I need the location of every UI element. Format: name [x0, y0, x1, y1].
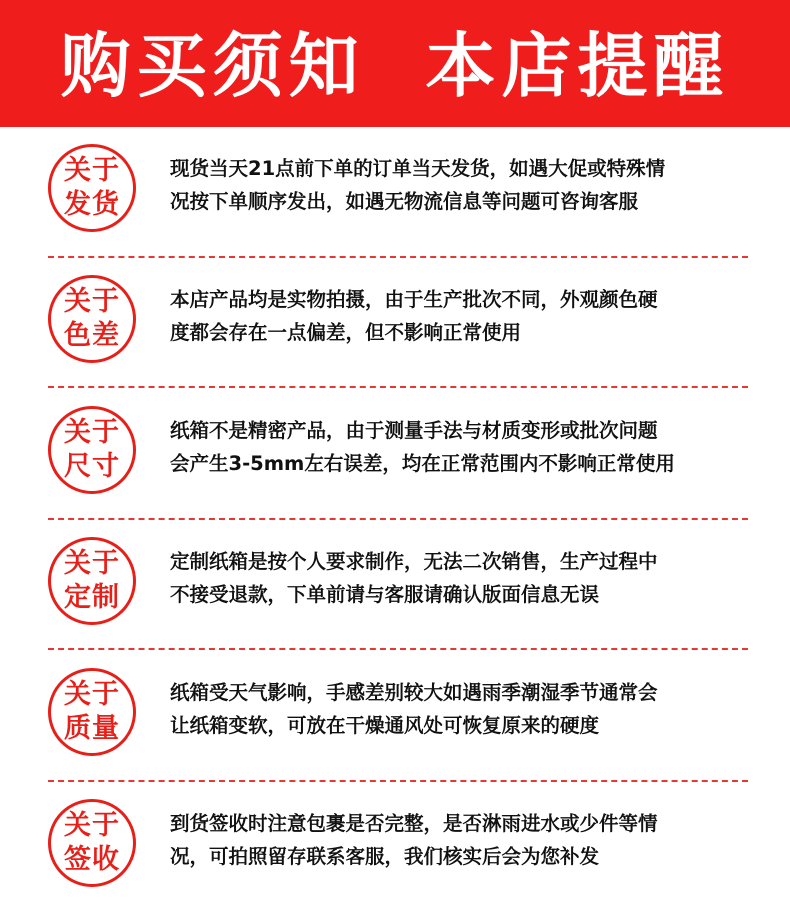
badge-quality — [48, 668, 136, 756]
badge-label-prefix: 关于 — [64, 155, 120, 186]
notice-text-line: 纸箱不是精密产品，由于测量手法与材质变形或批次问题 — [170, 419, 658, 442]
badge-label-topic: 质量 — [64, 713, 120, 744]
notice-text-line: 定制纸箱是按个人要求制作，无法二次销售，生产过程中 — [170, 550, 658, 573]
badge-label-topic: 发货 — [64, 189, 120, 220]
notice-text — [170, 545, 770, 611]
badge-customization — [48, 537, 136, 625]
notice-text-line: 纸箱受天气影响，手感差别较大如遇雨季潮湿季节通常会 — [170, 681, 658, 704]
notice-quality — [0, 651, 790, 782]
notice-text-line: 况，可拍照留存联系客服，我们核实后会为您补发 — [170, 845, 600, 868]
notice-text-line: 况按下单顺序发出，如遇无物流信息等问题可咨询客服 — [170, 190, 639, 213]
badge-label-prefix: 关于 — [64, 679, 120, 710]
notice-text-line: 到货签收时注意包裹是否完整，是否淋雨进水或少件等情 — [170, 812, 658, 835]
notice-text — [170, 414, 770, 480]
badge-color-difference — [48, 275, 136, 363]
notice-text — [170, 152, 770, 218]
notice-customization — [0, 520, 790, 651]
notice-text-line: 度都会存在一点偏差，但不影响正常使用 — [170, 321, 522, 344]
badge-label-topic: 签收 — [64, 844, 120, 875]
dashed-divider — [48, 648, 748, 650]
badge-size — [48, 406, 136, 494]
header-banner — [0, 0, 790, 127]
notice-size — [0, 389, 790, 520]
notice-color-difference — [0, 258, 790, 389]
notice-text-line: 会产生3-5mm左右误差，均在正常范围内不影响正常使用 — [170, 452, 675, 475]
notice-text — [170, 676, 770, 742]
notice-receipt — [0, 782, 790, 913]
badge-label-topic: 尺寸 — [64, 451, 120, 482]
notice-shipping — [0, 127, 790, 258]
badge-receipt — [48, 799, 136, 887]
notice-text-line: 现货当天21点前下单的订单当天发货，如遇大促或特殊情 — [170, 157, 666, 180]
notice-text-line: 本店产品均是实物拍摄，由于生产批次不同，外观颜色硬 — [170, 288, 658, 311]
badge-label-topic: 定制 — [64, 582, 120, 613]
badge-label-topic: 色差 — [64, 320, 120, 351]
badge-label-prefix: 关于 — [64, 286, 120, 317]
badge-label-prefix: 关于 — [64, 548, 120, 579]
notice-text — [170, 807, 770, 873]
badge-label-prefix: 关于 — [64, 810, 120, 841]
badge-label-prefix: 关于 — [64, 417, 120, 448]
page-title: 购买须知 本店提醒 — [60, 23, 730, 107]
dashed-divider — [48, 386, 748, 388]
badge-shipping — [48, 144, 136, 232]
notice-text — [170, 283, 770, 349]
notice-text-line: 让纸箱变软，可放在干燥通风处可恢复原来的硬度 — [170, 714, 600, 737]
notice-text-line: 不接受退款，下单前请与客服请确认版面信息无误 — [170, 583, 600, 606]
